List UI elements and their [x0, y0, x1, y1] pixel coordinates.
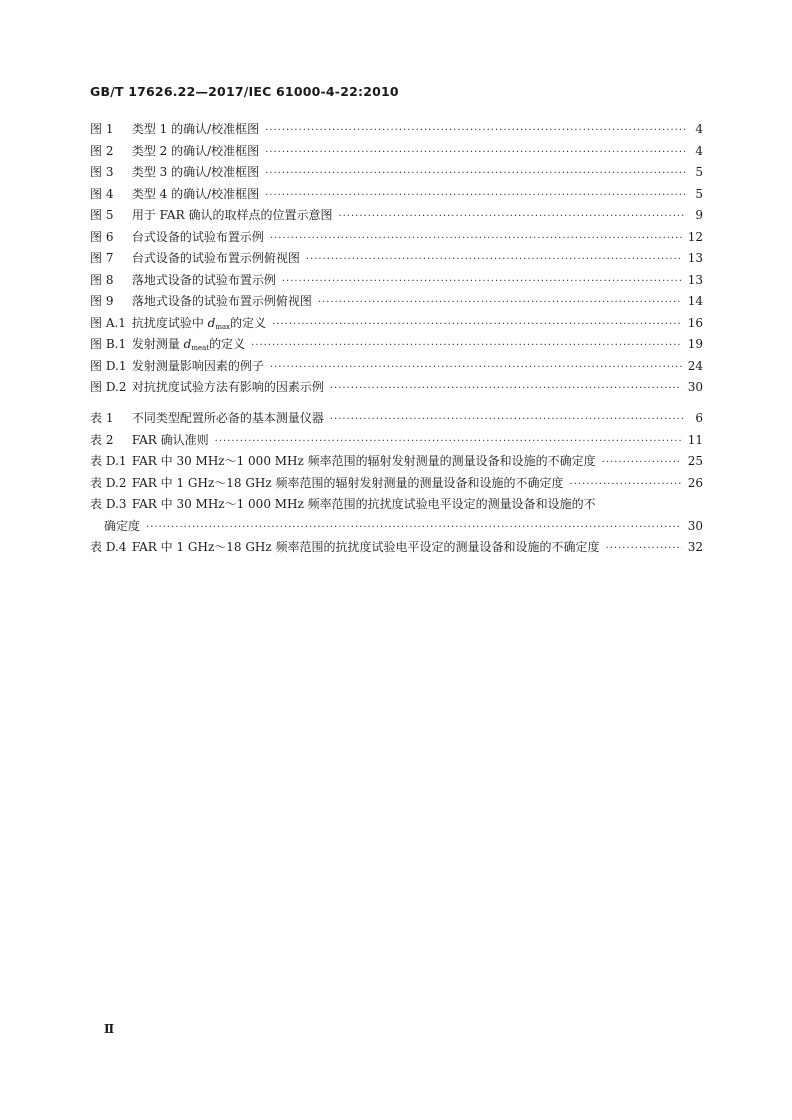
toc-entry[interactable] [90, 292, 703, 314]
variable-subscript: meat [191, 344, 210, 352]
document-header: GB/T 17626.22—2017/IEC 61000-4-22:2010 [90, 84, 399, 99]
toc-entry[interactable] [90, 495, 703, 517]
leader-dots [282, 276, 682, 287]
entry-number: 图 5 [90, 208, 114, 222]
entry-number: 图 6 [90, 229, 114, 244]
entry-page: 13 [687, 272, 703, 287]
entry-page: 5 [695, 186, 703, 201]
entry-number: 表 2 [90, 432, 114, 447]
toc-entry[interactable] [90, 357, 703, 379]
entry-page: 19 [687, 337, 703, 351]
leader-dots [251, 340, 682, 351]
entry-number: 图 B.1 [90, 337, 127, 351]
entry-title: 类型 4 的确认/校准框图 [131, 186, 260, 201]
toc-entry[interactable] [90, 271, 703, 293]
entry-number: 图 1 [90, 122, 114, 136]
leader-dots [215, 436, 682, 447]
leader-dots [265, 168, 685, 179]
entry-number: 图 3 [90, 165, 114, 179]
entry-page: 32 [687, 540, 703, 554]
entry-page: 25 [687, 454, 703, 468]
toc-entry[interactable] [90, 163, 703, 185]
toc-entry[interactable] [90, 142, 703, 164]
figure-list [90, 120, 703, 400]
leader-dots [265, 147, 685, 158]
leader-dots [270, 233, 682, 244]
entry-number: 图 D.2 [90, 380, 127, 394]
entry-number: 图 4 [90, 186, 114, 201]
toc-entry[interactable] [90, 120, 703, 142]
entry-number: 表 1 [90, 411, 114, 425]
leader-dots [318, 297, 682, 308]
entry-number: 图 8 [90, 272, 114, 287]
entry-title: 类型 1 的确认/校准框图 [131, 122, 260, 136]
entry-title: 抗扰度试验中 $d_{max}$的定义 [131, 315, 267, 331]
variable-d: d [207, 315, 216, 330]
entry-number: 表 D.2 [90, 475, 127, 490]
entry-title: 发射测量 $d_{meat}$的定义 [131, 337, 246, 352]
entry-page: 30 [687, 380, 703, 394]
leader-dots [606, 543, 682, 554]
entry-page: 30 [687, 518, 703, 533]
entry-title: 类型 2 的确认/校准框图 [131, 143, 260, 158]
toc-entry[interactable] [90, 249, 703, 271]
toc-entry[interactable] [90, 378, 703, 400]
entry-number: 图 7 [90, 251, 114, 265]
toc-entry[interactable] [90, 228, 703, 250]
leader-dots [570, 479, 682, 490]
variable-d: d [183, 337, 192, 351]
leader-dots [306, 254, 682, 265]
leader-dots [602, 457, 682, 468]
entry-page: 5 [695, 165, 703, 179]
entry-title: 不同类型配置所必备的基本测量仪器 [131, 411, 324, 425]
leader-dots [265, 190, 685, 201]
entry-number: 表 D.1 [90, 454, 127, 468]
toc-entry[interactable] [90, 431, 703, 453]
entry-title: FAR 中 30 MHz～1 000 MHz 频率范围的辐射发射测量的测量设备和设施的不确定度 [131, 454, 596, 468]
toc-entry[interactable] [90, 538, 703, 560]
entry-title: 台式设备的试验布置示例 [131, 229, 264, 244]
entry-title: FAR 中 30 MHz～1 000 MHz 频率范围的抗扰度试验电平设定的测量设备和设施的不 [131, 497, 596, 511]
entry-title: 落地式设备的试验布置示例俯视图 [131, 294, 312, 308]
entry-page: 11 [687, 432, 703, 447]
entry-title: 台式设备的试验布置示例俯视图 [131, 251, 300, 265]
leader-dots [146, 522, 682, 533]
leader-dots [272, 319, 682, 330]
entry-title-continued: 确定度 [104, 518, 141, 533]
leader-dots [270, 362, 682, 373]
entry-number: 图 9 [90, 294, 114, 308]
entry-page: 24 [687, 358, 703, 373]
entry-title: FAR 中 1 GHz～18 GHz 频率范围的辐射发射测量的测量设备和设施的不确定度 [131, 475, 564, 490]
entry-number: 表 D.4 [90, 540, 127, 554]
toc-entry[interactable] [90, 409, 703, 431]
leader-dots [265, 125, 685, 136]
entry-number: 表 D.3 [90, 497, 127, 511]
entry-page: 9 [695, 208, 703, 222]
entry-page: 14 [687, 294, 703, 308]
leader-dots [330, 414, 685, 425]
toc-entry[interactable] [90, 474, 703, 496]
table-list [90, 409, 703, 560]
variable-subscript: max [215, 322, 231, 331]
entry-title: 对抗扰度试验方法有影响的因素示例 [131, 380, 324, 394]
leader-dots [338, 211, 685, 222]
page-number: Ⅱ [104, 1022, 115, 1036]
entry-page: 13 [687, 251, 703, 265]
entry-number: 图 2 [90, 143, 114, 158]
entry-page: 4 [695, 122, 703, 136]
toc-entry[interactable] [90, 206, 703, 228]
entry-page: 4 [695, 143, 703, 158]
toc-entry-continuation[interactable] [90, 517, 703, 539]
entry-number: 图 D.1 [90, 358, 127, 373]
entry-title: 类型 3 的确认/校准框图 [131, 165, 260, 179]
entry-page: 12 [687, 229, 703, 244]
toc-entry[interactable] [90, 452, 703, 474]
entry-title: 用于 FAR 确认的取样点的位置示意图 [131, 208, 333, 222]
toc-entry[interactable] [90, 314, 703, 336]
toc-entry[interactable] [90, 335, 703, 357]
entry-title: 落地式设备的试验布置示例 [131, 272, 276, 287]
entry-page: 16 [687, 315, 703, 330]
entry-page: 26 [687, 475, 703, 490]
toc-entry[interactable] [90, 185, 703, 207]
entry-page: 6 [695, 411, 703, 425]
entry-number: 图 A.1 [90, 315, 126, 330]
entry-title: FAR 中 1 GHz～18 GHz 频率范围的抗扰度试验电平设定的测量设备和设施的不确定度 [131, 540, 600, 554]
leader-dots [330, 383, 682, 394]
entry-title: FAR 确认准则 [131, 432, 209, 447]
entry-title: 发射测量影响因素的例子 [131, 358, 264, 373]
